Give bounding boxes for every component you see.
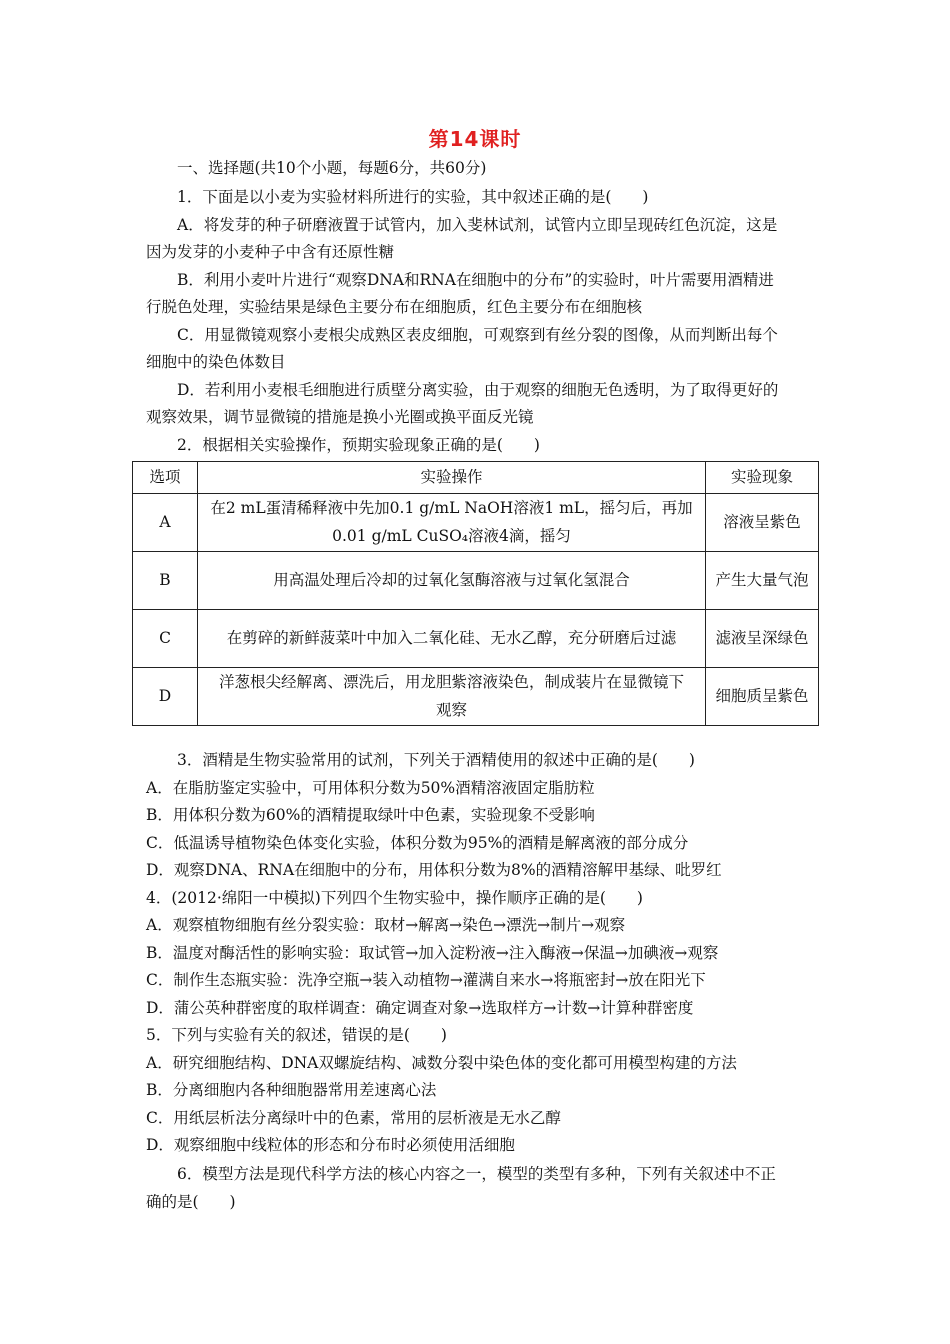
q5-option-d: D．观察细胞中线粒体的形态和分布时必须使用活细胞 [146, 1136, 515, 1154]
row-operation-line2: 观察 [435, 701, 467, 719]
q1-option-d: D．若利用小麦根毛细胞进行质壁分离实验，由于观察的细胞无色透明，为了取得更好的 [177, 381, 779, 399]
row-operation [198, 494, 706, 552]
q5-option-c: C．用纸层析法分离绿叶中的色素，常用的层析液是无水乙醇 [146, 1109, 561, 1127]
row-option: C [133, 610, 198, 668]
q4-option-c: C．制作生态瓶实验：洗净空瓶→装入动植物→灌满自来水→将瓶密封→放在阳光下 [146, 971, 706, 989]
q3-stem: 3．酒精是生物实验常用的试剂，下列关于酒精使用的叙述中正确的是( ) [177, 751, 695, 769]
q3-option-d: D．观察DNA、RNA在细胞中的分布，用体积分数为8%的酒精溶解甲基绿、吡罗红 [146, 861, 722, 879]
row-operation: 在剪碎的新鲜菠菜叶中加入二氧化硅、无水乙醇，充分研磨后过滤 [198, 610, 706, 668]
q1-option-b: B．利用小麦叶片进行“观察DNA和RNA在细胞中的分布”的实验时，叶片需要用酒精进 [177, 271, 774, 289]
section-header: 一、选择题(共10个小题，每题6分，共60分) [177, 159, 487, 177]
q1-option-a-cont: 因为发芽的小麦种子中含有还原性糖 [146, 243, 395, 261]
row-result: 滤液呈深绿色 [706, 610, 819, 668]
q1-option-c-cont: 细胞中的染色体数目 [146, 353, 286, 371]
row-option: D [133, 668, 198, 726]
q6-stem-cont: 确的是( ) [146, 1193, 236, 1211]
experiment-table [132, 461, 819, 726]
header-option: 选项 [133, 462, 198, 494]
q5-stem: 5．下列与实验有关的叙述，错误的是( ) [146, 1026, 447, 1044]
row-operation-line1: 在2 mL蛋清稀释液中先加0.1 g/mL NaOH溶液1 mL，摇匀后，再加 [210, 499, 693, 517]
table-row [133, 668, 819, 726]
q4-option-a: A．观察植物细胞有丝分裂实验：取材→解离→染色→漂洗→制片→观察 [146, 916, 626, 934]
row-operation: 用高温处理后冷却的过氧化氢酶溶液与过氧化氢混合 [198, 552, 706, 610]
q2-stem: 2．根据相关实验操作，预期实验现象正确的是( ) [177, 436, 540, 454]
row-operation [198, 668, 706, 726]
q1-stem: 1．下面是以小麦为实验材料所进行的实验，其中叙述正确的是( ) [177, 188, 649, 206]
page-title: 第14课时 [428, 127, 522, 151]
q5-option-a: A．研究细胞结构、DNA双螺旋结构、减数分裂中染色体的变化都可用模型构建的方法 [146, 1054, 737, 1072]
table-row [133, 494, 819, 552]
q3-option-b: B．用体积分数为60%的酒精提取绿叶中色素，实验现象不受影响 [146, 806, 595, 824]
q3-option-a: A．在脂肪鉴定实验中，可用体积分数为50%酒精溶液固定脂肪粒 [146, 779, 595, 797]
q1-option-b-cont: 行脱色处理，实验结果是绿色主要分布在细胞质，红色主要分布在细胞核 [146, 298, 643, 316]
row-operation-line1: 洋葱根尖经解离、漂洗后，用龙胆紫溶液染色，制成装片在显微镜下 [218, 673, 684, 691]
q4-option-b: B．温度对酶活性的影响实验：取试管→加入淀粉液→注入酶液→保温→加碘液→观察 [146, 944, 719, 962]
row-result: 溶液呈紫色 [706, 494, 819, 552]
q1-option-c: C．用显微镜观察小麦根尖成熟区表皮细胞，可观察到有丝分裂的图像，从而判断出每个 [177, 326, 778, 344]
q1-option-a: A．将发芽的种子研磨液置于试管内，加入斐林试剂，试管内立即呈现砖红色沉淀，这是 [177, 216, 778, 234]
table-header-row [133, 462, 819, 494]
q4-option-d: D．蒲公英种群密度的取样调查：确定调查对象→选取样方→计数→计算种群密度 [146, 999, 694, 1017]
table-row [133, 552, 819, 610]
q4-stem: 4．(2012·绵阳一中模拟)下列四个生物实验中，操作顺序正确的是( ) [146, 889, 643, 907]
q3-option-c: C．低温诱导植物染色体变化实验，体积分数为95%的酒精是解离液的部分成分 [146, 834, 689, 852]
header-operation: 实验操作 [198, 462, 706, 494]
row-result: 产生大量气泡 [706, 552, 819, 610]
row-operation-line2: 0.01 g/mL CuSO₄溶液4滴，摇匀 [332, 527, 571, 545]
q5-option-b: B．分离细胞内各种细胞器常用差速离心法 [146, 1081, 437, 1099]
q6-stem: 6．模型方法是现代科学方法的核心内容之一，模型的类型有多种，下列有关叙述中不正 [177, 1165, 776, 1183]
row-result: 细胞质呈紫色 [706, 668, 819, 726]
header-result: 实验现象 [706, 462, 819, 494]
row-option: A [133, 494, 198, 552]
row-option: B [133, 552, 198, 610]
q1-option-d-cont: 观察效果，调节显微镜的措施是换小光圈或换平面反光镜 [146, 408, 534, 426]
table-row [133, 610, 819, 668]
